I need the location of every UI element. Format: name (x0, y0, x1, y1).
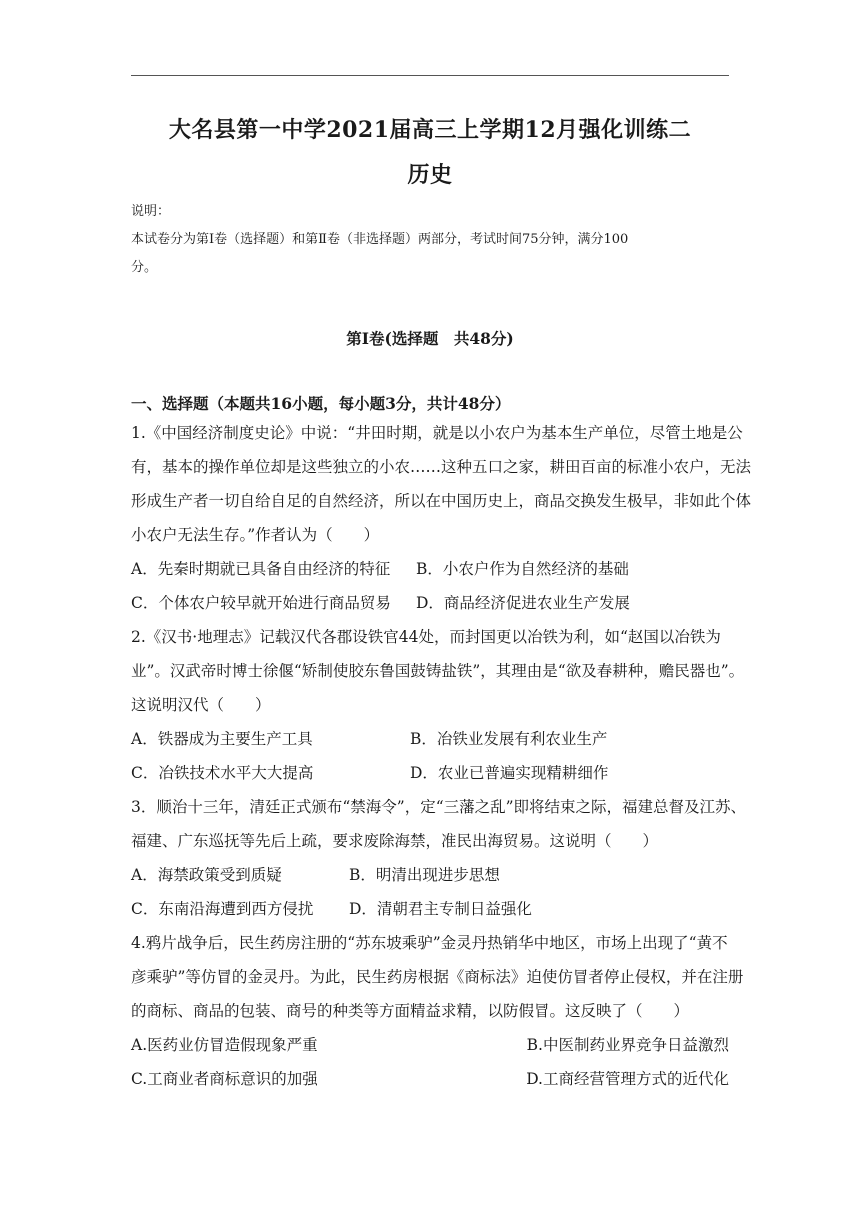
exam-title: 大名县第一中学2021届高三上学期12月强化训练二 (168, 117, 692, 143)
question-4-line: 的商标、商品的包装、商号的种类等方面精益求精，以防假冒。这反映了（ ） (131, 1002, 690, 1020)
part-1-title: 第Ⅰ卷(选择题 共48分) (346, 329, 514, 348)
header-rule (131, 75, 729, 76)
question-1-option-b: B．小农户作为自然经济的基础 (416, 560, 629, 578)
question-1-option-d: D．商品经济促进农业生产发展 (416, 594, 630, 612)
question-3-option-a: A．海禁政策受到质疑 (131, 866, 282, 884)
instructions-line-1: 本试卷分为第Ⅰ卷（选择题）和第Ⅱ卷（非选择题）两部分，考试时间75分钟，满分100 (131, 232, 629, 247)
question-3-line: 3．顺治十三年，清廷正式颁布“禁海令”，定“三藩之乱”即将结束之际，福建总督及江苏、 (131, 798, 747, 816)
question-4-line: 4.鸦片战争后，民生药房注册的“苏东坡乘驴”金灵丹热销华中地区，市场上出现了“黄不 (131, 934, 728, 952)
question-2-line: 这说明汉代（ ） (131, 696, 271, 714)
question-3-line: 福建、广东巡抚等先后上疏，要求废除海禁，准民出海贸易。这说明（ ） (131, 832, 659, 850)
question-2-option-d: D．农业已普遍实现精耕细作 (410, 764, 609, 782)
exam-subject: 历史 (407, 162, 453, 188)
question-2-option-b: B．冶铁业发展有利农业生产 (410, 730, 608, 748)
question-4-option-a: A.医药业仿冒造假现象严重 (131, 1036, 318, 1054)
question-1-line: 有，基本的操作单位却是这些独立的小农……这种五口之家，耕田百亩的标准小农户，无法 (131, 458, 752, 476)
question-2 (131, 620, 745, 722)
question-4-option-c: C.工商业者商标意识的加强 (131, 1070, 318, 1088)
question-1-line: 小农户无法生存。”作者认为（ ） (131, 526, 380, 544)
question-4 (131, 926, 744, 1028)
question-1-line: 1.《中国经济制度史论》中说：“井田时期，就是以小农户为基本生产单位，尽管土地是公 (131, 424, 743, 442)
question-1-option-a: A．先秦时期就已具备自由经济的特征 (131, 560, 391, 578)
question-3 (131, 790, 747, 858)
question-2-line: 2.《汉书·地理志》记载汉代各郡设铁官44处，而封国更以冶铁为利，如“赵国以冶铁为 (131, 628, 721, 646)
question-2-option-a: A．铁器成为主要生产工具 (131, 730, 313, 748)
question-2-line: 业”。汉武帝时博士徐偃“矫制使胶东鲁国鼓铸盐铁”，其理由是“欲及春耕种，赡民器也”。 (131, 662, 745, 680)
section-1-title: 一、选择题（本题共16小题，每小题3分，共计48分） (131, 394, 511, 413)
question-4-option-d: D.工商经营管理方式的近代化 (526, 1070, 729, 1088)
question-4-option-b: B.中医制药业界竞争日益激烈 (526, 1036, 729, 1054)
question-3-option-c: C．东南沿海遭到西方侵扰 (131, 900, 314, 918)
instructions-label: 说明： (131, 204, 171, 219)
question-1 (131, 416, 752, 552)
question-4-line: 彦乘驴”等仿冒的金灵丹。为此，民生药房根据《商标法》迫使仿冒者停止侵权，并在注册 (131, 968, 744, 986)
question-3-option-b: B．明清出现进步思想 (349, 866, 500, 884)
question-2-option-c: C．冶铁技术水平大大提高 (131, 764, 314, 782)
question-1-option-c: C．个体农户较早就开始进行商品贸易 (131, 594, 391, 612)
instructions-line-2: 分。 (131, 260, 158, 275)
question-3-option-d: D．清朝君主专制日益强化 (349, 900, 532, 918)
question-1-line: 形成生产者一切自给自足的自然经济，所以在中国历史上，商品交换发生极早，非如此个体 (131, 492, 752, 510)
